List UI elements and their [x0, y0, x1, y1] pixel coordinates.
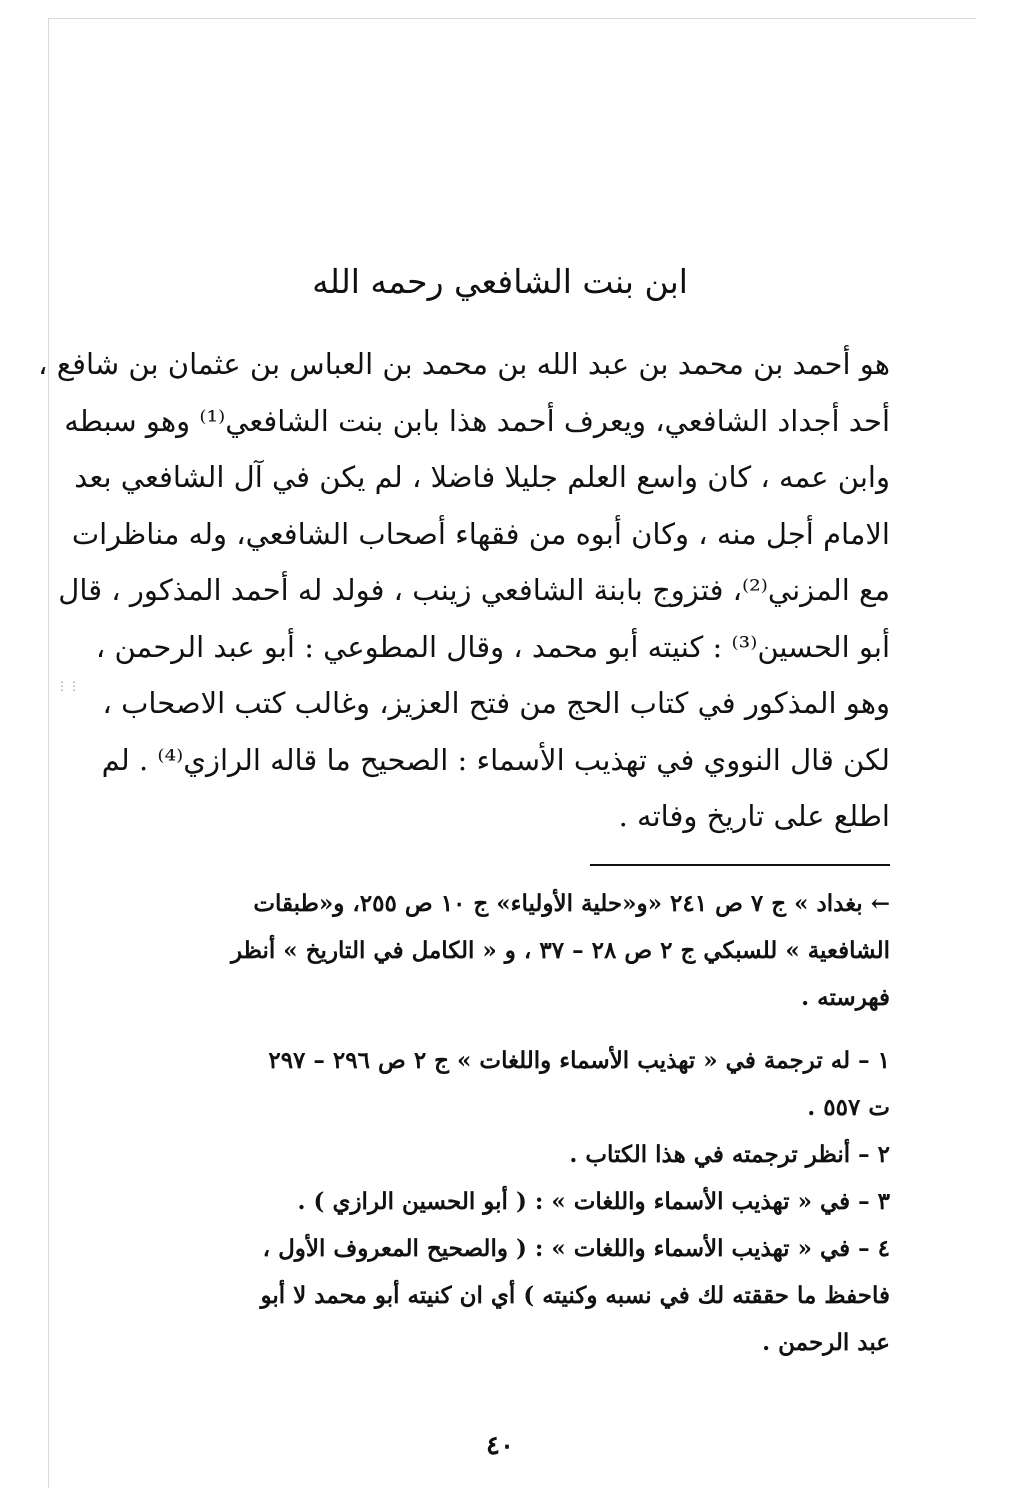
footnote-spacer [110, 1021, 890, 1037]
page-number: ٤٠ [486, 1431, 514, 1461]
footnote-line: ١ – له ترجمة في « تهذيب الأسماء واللغات » ج ٢ ص ٢٩٦ – ٢٩٧ [268, 1047, 890, 1074]
body-line: الامام أجل منه ، وكان أبوه من فقهاء أصحاب الشافعي، وله مناظرات [71, 516, 890, 551]
footnote-line: فاحفظ ما حققته لك في نسبه وكنيته ) أي ان كنيته أبو محمد لا أبو [260, 1282, 890, 1309]
footnote-line: ٤ – في « تهذيب الأسماء واللغات » : ( والصحيح المعروف الأول ، [262, 1235, 890, 1262]
footnote-line: فهرسته . [801, 984, 890, 1011]
body-line: أبو الحسين⁽³⁾ : كنيته أبو محمد ، وقال المطوعي : أبو عبد الرحمن ، [95, 629, 890, 664]
footnote-line: عبد الرحمن . [762, 1329, 890, 1356]
book-page [38, 0, 890, 1504]
body-line: اطلع على تاريخ وفاته . [618, 799, 890, 833]
footnote-4 [110, 1225, 890, 1366]
footnote-line: الشافعية » للسبكي ج ٢ ص ٢٨ – ٣٧ ، و « الكامل في التاريخ » أنظر [230, 937, 890, 964]
footnote-line: ← بغداد » ج ٧ ص ٢٤١ «و«حلية الأولياء» ج ١٠ ص ٢٥٥، و«طبقات [253, 890, 890, 917]
footnote-continuation [110, 880, 890, 1021]
page-frame-left-edge [48, 18, 49, 1488]
body-line: هو أحمد بن محمد بن عبد الله بن محمد بن العباس بن عثمان بن شافع ، [38, 347, 890, 381]
body-line: لكن قال النووي في تهذيب الأسماء : الصحيح ما قاله الرازي⁽⁴⁾ . لم [101, 742, 890, 777]
body-line: وابن عمه ، كان واسع العلم جليلا فاضلا ، لم يكن في آل الشافعي بعد [74, 460, 890, 494]
footnote-3: ٣ – في « تهذيب الأسماء واللغات » : ( أبو الحسين الرازي ) . [297, 1188, 890, 1215]
body-line: مع المزني⁽²⁾، فتزوج بابنة الشافعي زينب ، فولد له أحمد المذكور ، قال [58, 573, 890, 607]
footnotes-section [110, 880, 890, 1366]
body-line: وهو المذكور في كتاب الحج من فتح العزيز، وغالب كتب الاصحاب ، [102, 686, 890, 720]
footnote-line: ت ٥٥٧ . [807, 1094, 890, 1121]
footnote-2: ٢ – أنظر ترجمته في هذا الكتاب . [569, 1141, 890, 1168]
body-line: أحد أجداد الشافعي، ويعرف أحمد هذا بابن بنت الشافعي⁽¹⁾ وهو سبطه [64, 403, 890, 438]
footnote-1 [110, 1037, 890, 1131]
margin-mark: ⋮⋮ [56, 679, 80, 693]
footnote-divider [590, 864, 890, 866]
chapter-title: ابن بنت الشافعي رحمه الله [312, 262, 688, 301]
biography-paragraph [38, 336, 890, 845]
